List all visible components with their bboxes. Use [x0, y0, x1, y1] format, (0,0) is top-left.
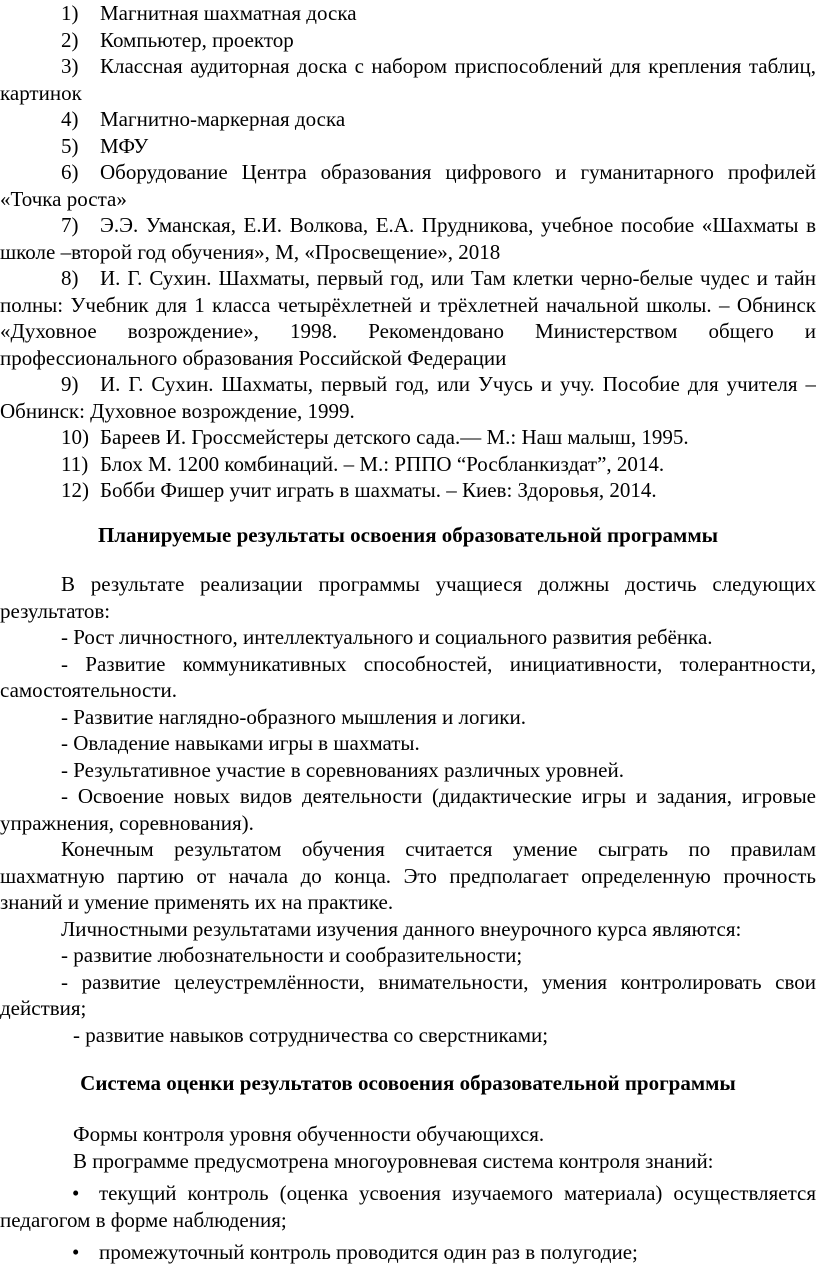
list-item [0, 477, 816, 504]
list-item [0, 1239, 816, 1266]
list-number: 3) [61, 54, 79, 78]
list-item [0, 424, 816, 451]
results-item: - Результативное участие в соревнованиях различных уровней. [61, 757, 624, 782]
list-text: МФУ [100, 133, 149, 158]
list-item [0, 0, 816, 27]
list-text: Магнитно-маркерная доска [100, 107, 346, 131]
personal-result-item: - развитие целеустремлённости, внимательности, умения контролировать свои действия; [0, 969, 816, 1020]
list-text: Э.Э. Уманская, Е.И. Волкова, Е.А. Прудникова, учебное пособие «Шахматы в школе –второй год обучения», М, «Просвещение», 2018 [0, 213, 816, 264]
list-number: 5) [61, 133, 79, 158]
list-number: 1) [61, 1, 79, 25]
personal-result-item: - развитие любознательности и сообразительности; [61, 943, 523, 967]
list-text: Классная аудиторная доска с набором приспособлений для крепления таблиц, картинок [0, 54, 816, 105]
list-text: Бареев И. Гроссмейстеры детского сада.— М.: Наш малыш, 1995. [100, 425, 689, 449]
results-intro: В результате реализации программы учащиеся должны достичь следующих результатов: [0, 572, 816, 623]
results-item: - Развитие наглядно-образного мышления и логики. [61, 704, 526, 729]
results-final: Конечным результатом обучения считается умение сыграть по правилам шахматную партию от начала до конца. Это предполагает определенную прочность знаний и умение применять их на практике. [0, 837, 816, 914]
assessment-heading: Система оценки результатов осовоения образовательной программы [80, 1071, 736, 1095]
assessment-system: В программе предусмотрена многоуровневая система контроля знаний: [73, 1148, 714, 1173]
results-heading: Планируемые результаты освоения образовательной программы [97, 523, 719, 547]
list-item [0, 133, 816, 160]
bullet-icon: • [72, 1181, 80, 1205]
list-number: 2) [61, 27, 79, 52]
bullet-text: текущий контроль (оценка усвоения изучаемого материала) осуществляется педагогом в форме наблюдения; [0, 1181, 816, 1232]
list-text: И. Г. Сухин. Шахматы, первый год, или Учусь и учу. Пособие для учителя – Обнинск: Духовное возрождение, 1999. [0, 372, 816, 423]
list-text: Блох М. 1200 комбинаций. – М.: РППО “Росбланкиздат”, 2014. [100, 451, 665, 476]
bibliography-list [0, 0, 816, 504]
list-number: 4) [61, 107, 79, 131]
list-item [0, 451, 816, 478]
list-item [0, 27, 816, 54]
list-number: 6) [61, 160, 79, 184]
list-text: Бобби Фишер учит играть в шахматы. – Киев: Здоровья, 2014. [100, 478, 657, 502]
list-number: 10) [61, 425, 89, 449]
results-section [0, 571, 816, 1048]
results-item: - Рост личностного, интеллектуального и социального развития ребёнка. [61, 625, 713, 649]
list-item [0, 265, 816, 371]
personal-result-item: - развитие навыков сотрудничества со сверстниками; [73, 1022, 549, 1047]
personal-results-intro: Личностными результатами изучения данного внеурочного курса являются: [61, 916, 742, 941]
bullet-text: промежуточный контроль проводится один раз в полугодие; [99, 1240, 638, 1264]
list-item [0, 159, 816, 212]
list-text: Компьютер, проектор [100, 27, 294, 52]
assessment-section [0, 1121, 816, 1266]
results-item: - Овладение навыками игры в шахматы. [61, 731, 420, 755]
list-text: И. Г. Сухин. Шахматы, первый год, или Там клетки черно-белые чудес и тайн полны: Учебник для 1 класса четырёхлетней и трёхлетней начальной школы. – Обнинск «Духовное возрождение», 1998. Рекомендовано Министерством общего и профессионального образования Российской Федерации [0, 266, 816, 370]
bullet-icon: • [72, 1240, 80, 1264]
list-number: 12) [61, 478, 89, 502]
list-item [0, 212, 816, 265]
list-item [0, 53, 816, 106]
list-item [0, 1180, 816, 1233]
list-item [0, 371, 816, 424]
results-item: - Освоение новых видов деятельности (дидактические игры и задания, игровые упражнения, соревнования). [0, 784, 816, 835]
assessment-forms: Формы контроля уровня обученности обучающихся. [73, 1122, 545, 1146]
results-item: - Развитие коммуникативных способностей, инициативности, толерантности, самостоятельности. [0, 651, 816, 702]
list-number: 11) [61, 451, 89, 476]
list-number: 8) [61, 266, 79, 290]
list-text: Оборудование Центра образования цифрового и гуманитарного профилей «Точка роста» [0, 160, 816, 211]
list-item [0, 106, 816, 133]
list-text: Магнитная шахматная доска [100, 1, 357, 25]
list-number: 7) [61, 213, 79, 237]
list-number: 9) [61, 372, 79, 396]
